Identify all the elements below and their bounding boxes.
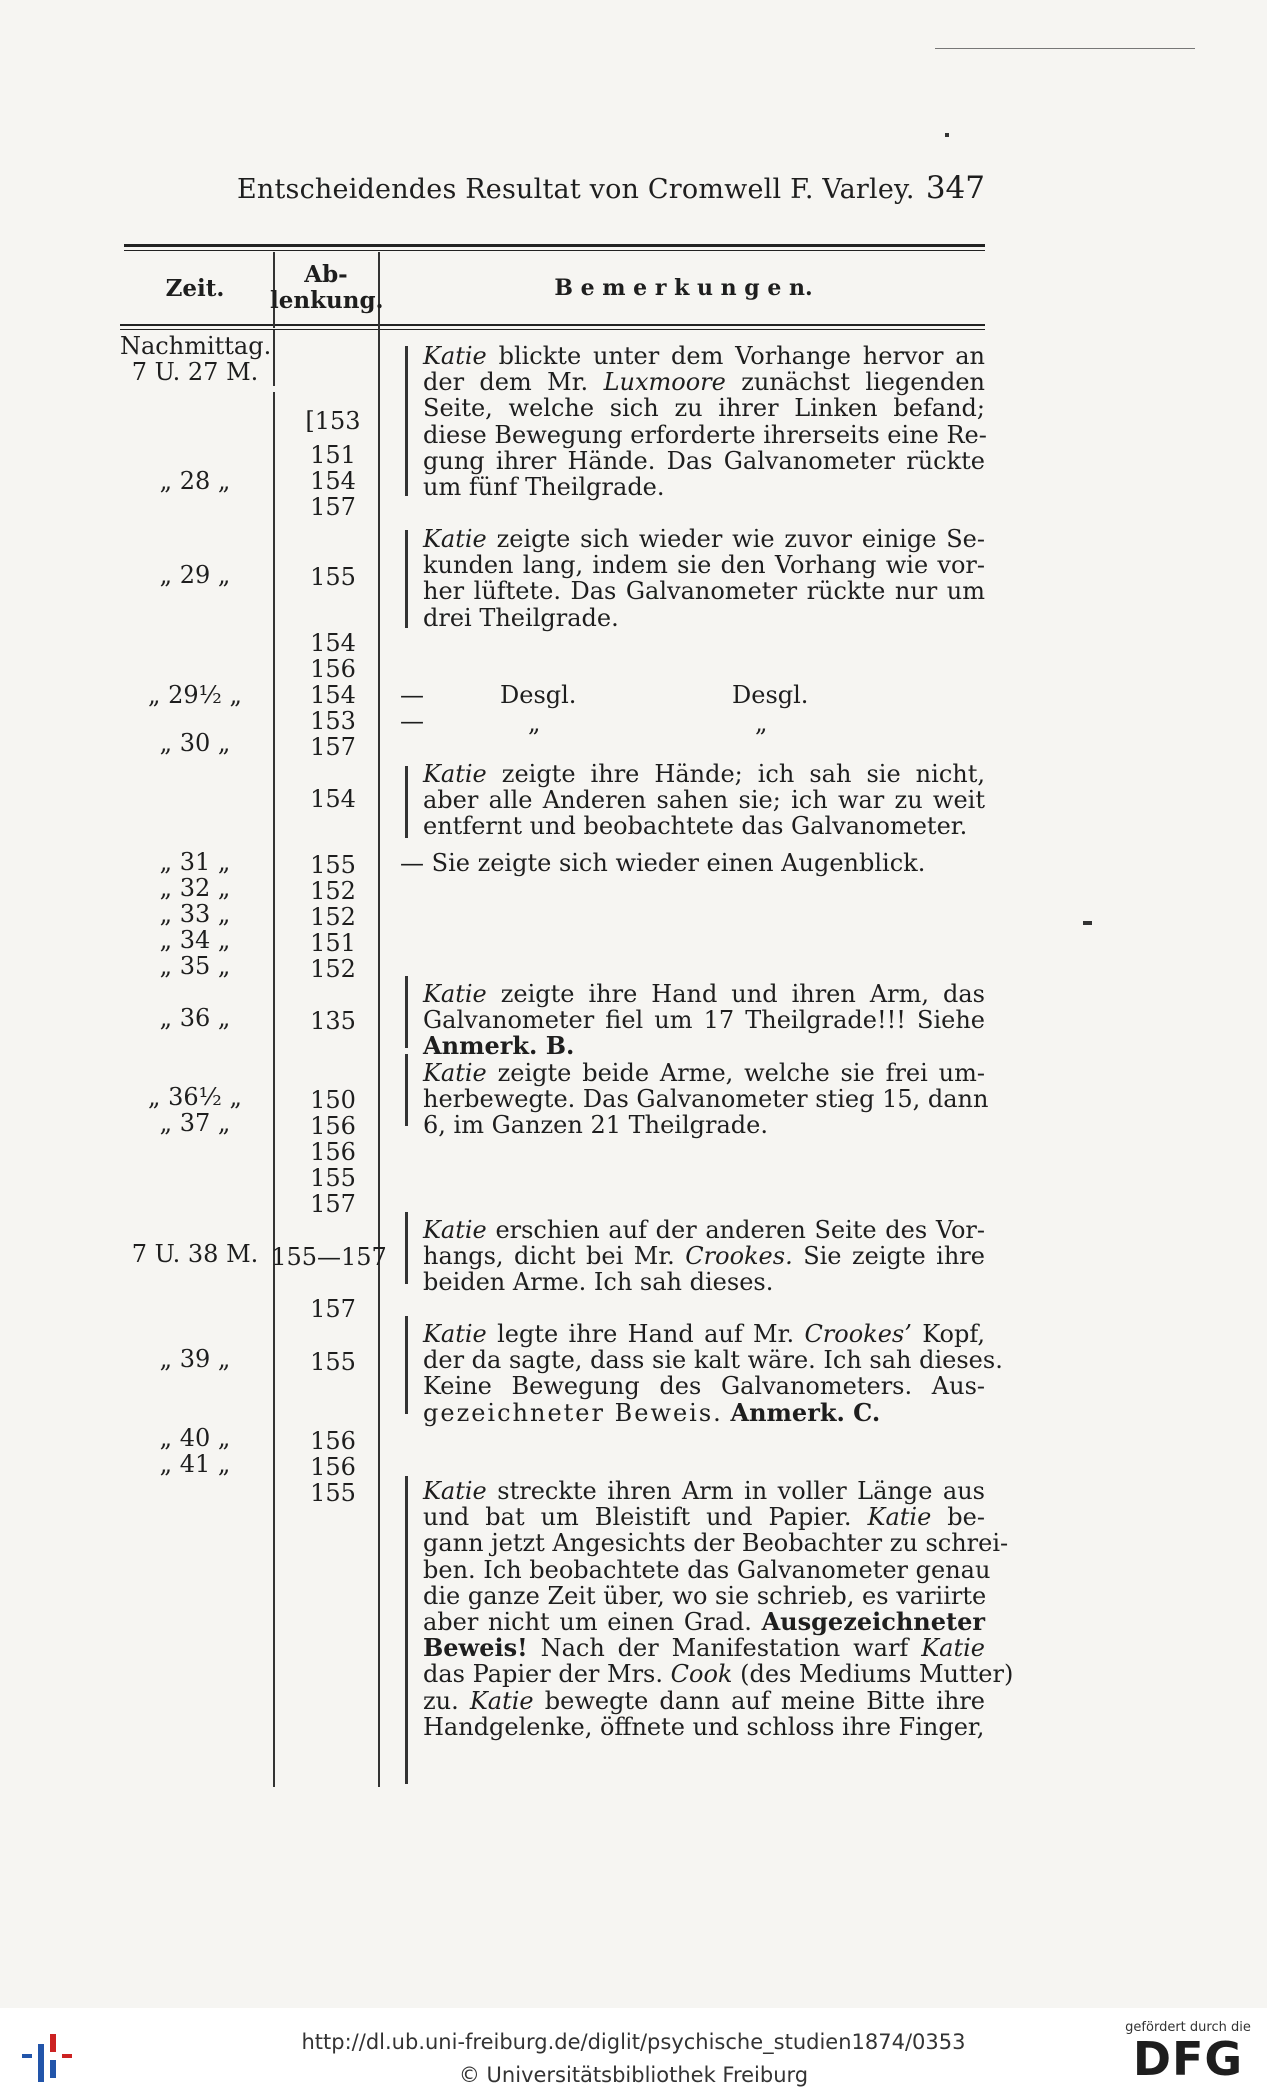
brace — [405, 766, 408, 838]
header-bottom-rule — [120, 324, 985, 326]
deflection-cell: 155 — [310, 563, 356, 591]
deflection-cell: 154 — [310, 681, 356, 709]
scan-speck — [1083, 921, 1092, 925]
observation-table — [120, 244, 1014, 1744]
time-cell: „ 41 „ — [159, 1450, 231, 1478]
header-zeit: Zeit. — [165, 275, 225, 302]
deflection-cell: 155 — [310, 1348, 356, 1376]
time-cell: „ 37 „ — [159, 1109, 231, 1137]
viewer-footer — [0, 2008, 1267, 2100]
time-cell: „ 39 „ — [159, 1345, 231, 1373]
deflection-cell: 135 — [310, 1007, 356, 1035]
name-katie: Katie — [423, 760, 487, 788]
page-number: 347 — [925, 170, 985, 206]
time-cell: 7 U. 27 M. — [131, 358, 259, 386]
remark-block: Katie streckte ihren Arm in voller Länge aus und bat um Bleistift und Papier. Katie be- gann jetzt Angesichts der Beobachter zu schrei- ben. Ich beobachtete das Galvanometer genau die ganze Zeit über, wo sie schrieb, es variirte aber nicht um einen Grad. Ausgezeichneter Beweis! Nach der Manifestation warf Katie das Papier der Mrs. Cook (des Mediums Mutter) zu. Katie bewegte dann auf meine Bitte ihre Handgelenke, öffnete und schloss ihre Finger, — [423, 1477, 1014, 1741]
scan-speck — [945, 133, 949, 137]
deflection-cell: 151 — [310, 441, 356, 469]
remark-block: Katie zeigte sich wieder wie zuvor einige Se- kunden lang, indem sie den Vorhang wie vor- her lüftete. Das Galvanometer rückte nur um drei Theilgrade. — [423, 525, 985, 632]
deflection-cell: [153 — [305, 407, 361, 435]
header-bottom-rule-thin — [120, 329, 985, 330]
deflection-cell: 156 — [310, 1427, 356, 1455]
name-cook: Cook — [670, 1660, 733, 1689]
deflection-cell: 154 — [310, 785, 356, 813]
time-cell: Nachmittag. — [120, 332, 272, 360]
name-crookes: Crookes’ — [804, 1320, 912, 1348]
time-cell: „ 40 „ — [159, 1424, 231, 1452]
time-cell: 7 U. 38 M. — [131, 1240, 259, 1268]
brace — [405, 1476, 408, 1784]
desgl: Desgl. — [500, 681, 577, 709]
time-cell: „ 30 „ — [159, 729, 231, 757]
brace — [405, 976, 408, 1048]
time-cell: „ 35 „ — [159, 952, 231, 980]
name-katie: Katie — [423, 980, 487, 1008]
name-katie: Katie — [423, 342, 487, 370]
deflection-cell: 156 — [310, 1138, 356, 1166]
deflection-cell: 157 — [310, 1190, 356, 1218]
remark-block: Katie zeigte ihre Hand und ihren Arm, das Galvanometer fiel um 17 Theilgrade!!! Siehe Anmerk. B. — [423, 980, 985, 1061]
time-cell: „ 34 „ — [159, 926, 231, 954]
brace — [405, 346, 408, 496]
deflection-cell: 156 — [310, 655, 356, 683]
dash: — — [400, 707, 424, 735]
deflection-cell: 156 — [310, 1453, 356, 1481]
time-cell: „ 29½ „ — [148, 681, 242, 709]
deflection-cell: 151 — [310, 929, 356, 957]
deflection-cell: 153 — [310, 707, 356, 735]
deflection-cell: 150 — [310, 1086, 356, 1114]
brace — [405, 1212, 408, 1284]
deflection-cell: 156 — [310, 1112, 356, 1140]
dash: — — [400, 681, 424, 709]
brace — [405, 530, 408, 628]
time-cell: „ 36 „ — [159, 1004, 231, 1032]
time-cell: „ 31 „ — [159, 848, 231, 876]
column-divider — [273, 392, 275, 1787]
header-ablenkung-1: Ab- — [304, 261, 348, 288]
time-cell: „ 33 „ — [159, 900, 231, 928]
dfg-logo — [1123, 2020, 1253, 2086]
name-katie: Katie — [423, 1059, 487, 1087]
remark-block: Katie legte ihre Hand auf Mr. Crookes’ Kopf, der da sagte, dass sie kalt wäre. Ich sah dieses. Keine Bewegung des Galvanometers. Aus- gezeichneter Beweis. Anmerk. C. — [423, 1320, 1003, 1427]
remark-line: — Sie zeigte sich wieder einen Augenblick. — [400, 849, 926, 877]
copyright-text: © Universitätsbibliothek Freiburg — [458, 2063, 809, 2087]
deflection-cell: 154 — [310, 467, 356, 495]
remark-block: Katie zeigte beide Arme, welche sie frei um- herbewegte. Das Galvanometer stieg 15, dann 6, im Ganzen 21 Theilgrade. — [423, 1059, 989, 1140]
dfg-wordmark: DFG — [1132, 2032, 1244, 2086]
ditto-mark: „ — [755, 709, 768, 737]
time-cell: „ 28 „ — [159, 467, 231, 495]
name-crookes: Crookes. — [685, 1242, 793, 1271]
name-katie: Katie — [423, 1216, 487, 1244]
column-divider — [273, 330, 275, 386]
desgl: Desgl. — [732, 681, 809, 709]
ditto-mark: „ — [528, 709, 541, 737]
page-header — [235, 170, 985, 220]
source-url-link[interactable]: http://dl.ub.uni-freiburg.de/diglit/psychische_studien1874/0353 — [301, 2030, 966, 2054]
name-katie: Katie — [423, 1477, 487, 1505]
name-katie: Katie — [867, 1503, 932, 1532]
dfg-caption: gefördert durch die — [1125, 2020, 1251, 2035]
table-top-rule — [124, 244, 985, 247]
deflection-cell: 155—157 — [271, 1243, 387, 1271]
brace — [405, 1054, 408, 1126]
name-katie: Katie — [469, 1686, 534, 1715]
table-top-rule-thin — [124, 250, 985, 251]
header-bemerkungen: B e m e r k u n g e n. — [554, 275, 813, 301]
deflection-cell: 157 — [310, 733, 356, 761]
brace — [405, 1316, 408, 1414]
running-title: Entscheidendes Resultat von Cromwell F. Varley. — [237, 174, 915, 205]
deflection-cell: 157 — [310, 493, 356, 521]
name-katie: Katie — [921, 1634, 985, 1663]
deflection-cell: 152 — [310, 903, 356, 931]
deflection-cell: 157 — [310, 1295, 356, 1323]
deflection-cell: 152 — [310, 877, 356, 905]
deflection-cell: 155 — [310, 1479, 356, 1507]
scan-speck — [935, 48, 1195, 49]
deflection-cell: 155 — [310, 1164, 356, 1192]
deflection-cell: 154 — [310, 629, 356, 657]
name-luxmoore: Luxmoore — [603, 368, 726, 397]
remark-block: Katie blickte unter dem Vorhange hervor an der dem Mr. Luxmoore zunächst liegenden Seite, welche sich zu ihrer Linken befand; diese Bewegung erforderte ihrerseits eine Re- gung ihrer Hände. Das Galvanometer rückte um fünf Theilgrade. — [423, 342, 987, 501]
name-katie: Katie — [423, 525, 487, 553]
name-katie: Katie — [423, 1320, 487, 1348]
header-ablenkung-2: lenkung. — [270, 287, 384, 314]
time-cell: „ 32 „ — [159, 874, 231, 902]
remark-block: Katie erschien auf der anderen Seite des Vor- hangs, dicht bei Mr. Crookes. Sie zeigte ihre beiden Arme. Ich sah dieses. — [423, 1216, 985, 1297]
remark-block: Katie zeigte ihre Hände; ich sah sie nicht, aber alle Anderen sahen sie; ich war zu weit entfernt und beobachtete das Galvanometer. — [423, 760, 985, 841]
deflection-cell: 155 — [310, 851, 356, 879]
deflection-cell: 152 — [310, 955, 356, 983]
time-cell: „ 29 „ — [159, 561, 231, 589]
time-cell: „ 36½ „ — [148, 1083, 242, 1111]
